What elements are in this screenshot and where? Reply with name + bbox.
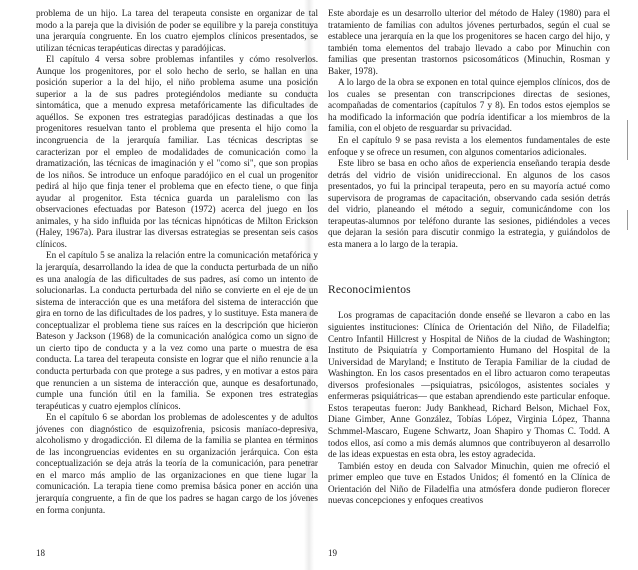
right-paragraph-4: Este libro se basa en ocho años de experiencia enseñando terapia desde detrás del vidrio de visión unidireccional. En algunos de los casos presentados, yo fui la principal terapeuta, pero en su mayoría actué como supervisora de programas de capacitación, observando cada sesión detrás del vidrio, planeando el método a seguir, comunicándome con los terapeutas-alumnos por teléfono durante las sesiones, pidiéndoles a veces que dejaran la sesión para discutir conmigo la estrategia, y guiándolos de esta manera a lo largo de la terapia. xyxy=(328,158,610,249)
left-paragraph-2: El capítulo 4 versa sobre problemas infantiles y cómo resolverlos. Aunque los progenitores, por el solo hecho de serlo, se hallan en una posición superior a la del hijo, el niño problema asume una posición superior a la de sus padres protegiéndolos mediante su conducta sintomática, que a menudo expresa metafóricamente las dificultades de aquéllos. Se exponen tres estrategias paradójicas destinadas a que los progenitores resuelvan tanto el problema que presenta el hijo como la incongruencia de la jerarquía familiar. Las técnicas descriptas se caracterizan por el empleo de modalidades de comunicación como la dramatización, las técnicas de imaginación y el "como si", que son propias de los niños. Se introduce un enfoque paradójico en el cual un progenitor pedirá al hijo que finja tener el problema que en efecto tiene, o que finja ayudar al progenitor. Esta técnica guarda un paralelismo con las observaciones efectuadas por Bateson (1972) acerca del juego en los animales, y ha sido influida por las técnicas hipnóticas de Milton Erickson (Haley, 1967a). Para ilustrar las diversas estrategias se presentan seis casos clínicos. xyxy=(36,54,318,249)
acknowledgments-paragraph-2: También estoy en deuda con Salvador Minuchin, quien me ofreció el primer empleo que tuve en Estados Unidos; él fomentó en la Clínica de Orientación del Niño de Filadelfia una atmósfera donde pudieron florecer nuevas concepciones y enfoques creativos xyxy=(328,460,610,506)
left-page xyxy=(36,8,318,516)
page-edge-mark xyxy=(627,210,628,230)
right-page-number: 19 xyxy=(328,548,337,558)
left-page-number: 18 xyxy=(36,548,45,558)
left-paragraph-4: En el capítulo 6 se abordan los problemas de adolescentes y de adultos jóvenes con diagnóstico de esquizofrenia, psicosis maníaco-depresiva, alcoholismo y drogadicción. El dilema de la familia se plantea en términos de las incongruencias evidentes en su organización jerárquica. Con esta conceptualización se deja atrás la teoría de la comunicación, para penetrar en el marco más amplio de las organizaciones en que tiene lugar la comunicación. La terapia tiene como premisa básica poner en acción una jerarquía congruente, a fin de que los padres se hagan cargo de los jóvenes en forma conjunta. xyxy=(36,412,318,515)
right-paragraph-3: En el capítulo 9 se pasa revista a los elementos fundamentales de este enfoque y se ofrece un resumen, con algunos comentarios adicionales. xyxy=(328,135,610,157)
acknowledgments-paragraph-1: Los programas de capacitación donde enseñé se llevaron a cabo en las siguientes instituciones: Clínica de Orientación del Niño, de Filadelfia; Centro Infantil Hillcrest y Hospital de Niños de la ciudad de Washington; Instituto de Psiquiatría y Comportamiento Humano del Hospital de la Universidad de Maryland; e Instituto de Terapia Familiar de la ciudad de Washington. En los casos presentados en el libro actuaron como terapeutas diversos profesionales —psiquiatras, psicólogos, asistentes sociales y enfermeras psiquiátricas— que estaban aprendiendo este particular enfoque. Estos terapeutas fueron: Judy Bankhead, Richard Belson, Michael Fox, Diane Gimber, Anne González, Tobías López, Virginia López, Thanna Schmmel-Mascaro, Eugene Schwartz, Joan Shapiro y Thomas C. Todd. A todos ellos, así como a mis demás alumnos que contribuyeron al desarrollo de las ideas expuestas en esta obra, les estoy agradecida. xyxy=(328,310,610,460)
left-paragraph-3: En el capítulo 5 se analiza la relación entre la comunicación metafórica y la jerarquía, desarrollando la idea de que la conducta perturbada de un niño es una analogía de las dificultades de sus padres, así como un intento de solucionarlas. La conducta perturbada del niño se convierte en el eje de un sistema de interacción que es una metáfora del sistema de interacción que gira en torno de las dificultades de los padres, y lo sustituye. Esta manera de conceptualizar el problema tiene sus raíces en la descripción que hicieron Bateson y Jackson (1968) de la comunicación analógica como un signo de un cierto tipo de conducta y a la vez como una parte o muestra de esa conducta. La tarea del terapeuta consiste en lograr que el niño renuncie a la conducta perturbada con que protege a sus padres, y en motivar a estos para que renuncien a un sistema de interacción que, aunque es desafortunado, cumple una función útil en la familia. Se exponen tres estrategias terapéuticas y cuatro ejemplos clínicos. xyxy=(36,250,318,411)
page-edge-mark xyxy=(627,120,628,160)
left-paragraph-1: problema de un hijo. La tarea del terapeuta consiste en organizar de tal modo a la pareja que la división de poder se equilibre y la pareja constituya una jerarquía congruente. En los cuatro ejemplos clínicos presentados, se utilizan técnicas terapéuticas directas y paradójicas. xyxy=(36,8,318,53)
right-page xyxy=(328,8,610,507)
right-paragraph-1: Este abordaje es un desarrollo ulterior del método de Haley (1980) para el tratamiento de familias con adultos jóvenes perturbados, según el cual se establece una jerarquía en la que los progenitores se hacen cargo del hijo, y también toma elementos del trabajo llevado a cabo por Minuchin con familias que presentan trastornos psicosomáticos (Minuchin, Rosman y Baker, 1978). xyxy=(328,8,610,76)
section-heading: Reconocimientos xyxy=(328,284,411,297)
right-paragraph-2: A lo largo de la obra se exponen en total quince ejemplos clínicos, dos de los cuales se presentan con transcripciones directas de sesiones, acompañadas de comentarios (capítulos 7 y 8). En todos estos ejemplos se ha modificado la información que podría identificar a los miembros de la familia, con el objeto de resguardar su privacidad. xyxy=(328,77,610,134)
